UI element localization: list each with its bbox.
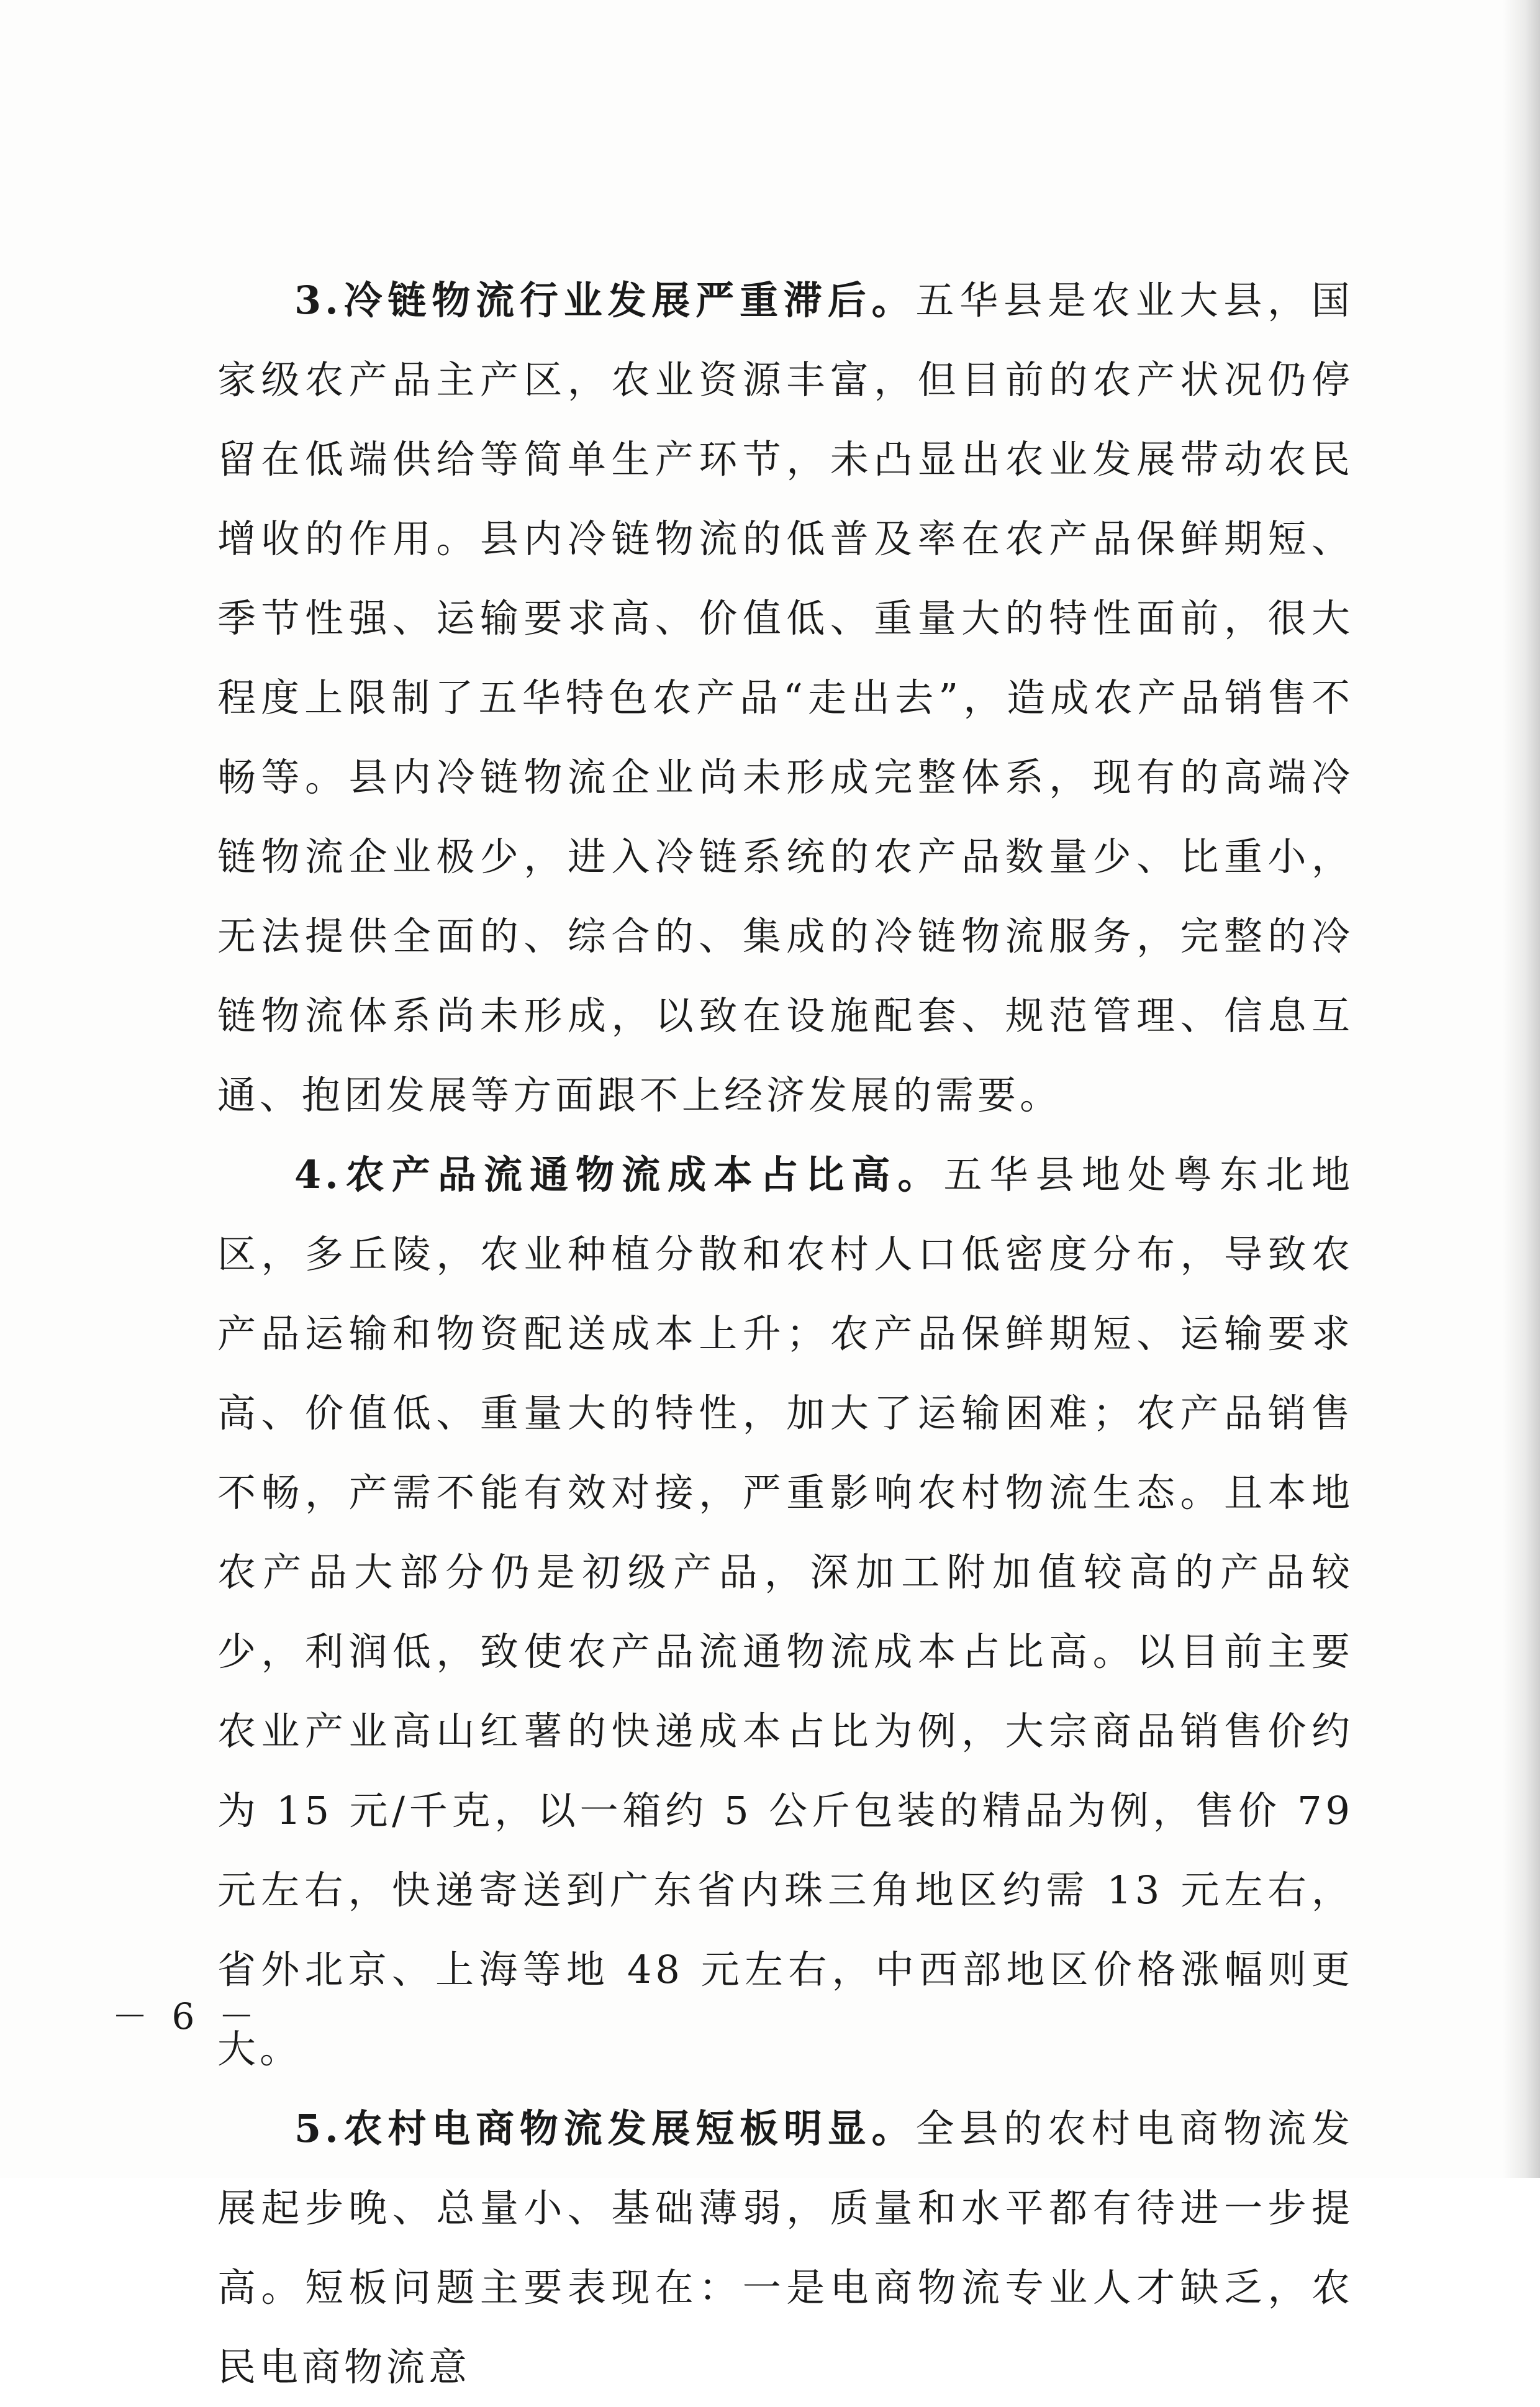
paragraph-text: 五华县地处粤东北地区，多丘陵，农业种植分散和农村人口低密度分布，导致农产品运输和物资配送成本上升；农产品保鲜期短、运输要求高、价值低、重量大的特性，加大了运输困难；农产品销售不畅，产需不能有效对接，严重影响农村物流生态。且本地农产品大部分仍是初级产品，深加工附加值较高的产品较少，利润低，致使农产品流通物流成本占比高。以目前主要农业产业高山红薯的快递成本占比为例，大宗商品销售价约为 15 元/千克，以一箱约 5 公斤包装的精品为例，售价 79 元左右，快递寄送到广东省内珠三角地区约需 13 元左右，省外北京、上海等地 48 元左右，中西部地区价格涨幅则更大。 xyxy=(217,1152,1354,2072)
paragraph-heading: 4.农产品流通物流成本占比高。 xyxy=(294,1152,944,1197)
paragraph-cold-chain xyxy=(217,261,1354,1135)
paragraph-text: 五华县是农业大县，国家级农产品主产区，农业资源丰富，但目前的农产状况仍停留在低端供给等简单生产环节，未凸显出农业发展带动农民增收的作用。县内冷链物流的低普及率在农产品保鲜期短、季节性强、运输要求高、价值低、重量大的特性面前，很大程度上限制了五华特色农产品“走出去”，造成农产品销售不畅等。县内冷链物流企业尚未形成完整体系，现有的高端冷链物流企业极少，进入冷链系统的农产品数量少、比重小，无法提供全面的、综合的、集成的冷链物流服务，完整的冷链物流体系尚未形成，以致在设施配套、规范管理、信息互通、抱团发展等方面跟不上经济发展的需要。 xyxy=(217,278,1354,1118)
paragraph-text: 全县的农村电商物流发展起步晚、总量小、基础薄弱，质量和水平都有待进一步提高。短板问题主要表现在：一是电商物流专业人才缺乏，农民电商物流意 xyxy=(217,2106,1354,2390)
paragraph-heading: 5.农村电商物流发展短板明显。 xyxy=(294,2106,916,2151)
document-body xyxy=(217,261,1354,2407)
page-number: － 6 － xyxy=(112,1995,261,2038)
scan-edge-shadow xyxy=(1503,0,1540,2178)
paragraph-heading: 3.冷链物流行业发展严重滞后。 xyxy=(294,278,916,323)
paragraph-logistics-cost xyxy=(217,1135,1354,2089)
paragraph-ecommerce-logistics xyxy=(217,2089,1354,2407)
